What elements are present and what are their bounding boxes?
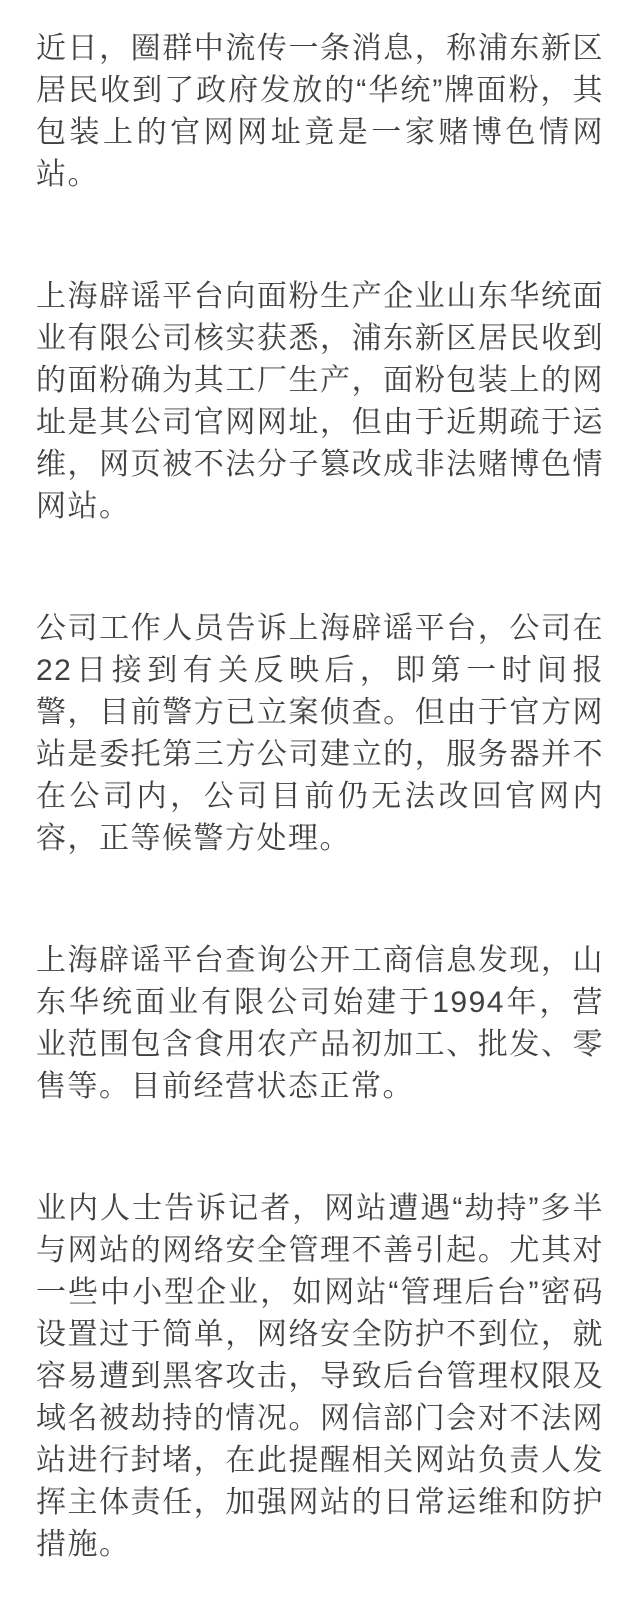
paragraph-business-registration: 上海辟谣平台查询公开工商信息发现，山东华统面业有限公司始建于1994年，营业范围包含食用农产品初加工、批发、零售等。目前经营状态正常。 [36, 944, 604, 1103]
paragraph-police-report: 公司工作人员告诉上海辟谣平台，公司在22日接到有关反映后，即第一时间报警，目前警方已立案侦查。但由于官方网站是委托第三方公司建立的，服务器并不在公司内，公司目前仍无法改回官网内容，正等候警方处理。 [36, 612, 604, 855]
paragraph-expert-advice: 业内人士告诉记者，网站遭遇“劫持”多半与网站的网络安全管理不善引起。尤其对一些中小型企业，如网站“管理后台”密码设置过于简单，网络安全防护不到位，就容易遭到黑客攻击，导致后台管理权限及域名被劫持的情况。网信部门会对不法网站进行封堵，在此提醒相关网站负责人发挥主体责任，加强网站的日常运维和防护措施。 [36, 1192, 604, 1561]
paragraph-company-verification: 上海辟谣平台向面粉生产企业山东华统面业有限公司核实获悉，浦东新区居民收到的面粉确为其工厂生产，面粉包装上的网址是其公司官网网址，但由于近期疏于运维，网页被不法分子篡改成非法赌博色情网站。 [36, 280, 604, 523]
paragraph-rumor-summary: 近日，圈群中流传一条消息，称浦东新区居民收到了政府发放的“华统”牌面粉，其包装上的官网网址竟是一家赌博色情网站。 [36, 32, 604, 191]
